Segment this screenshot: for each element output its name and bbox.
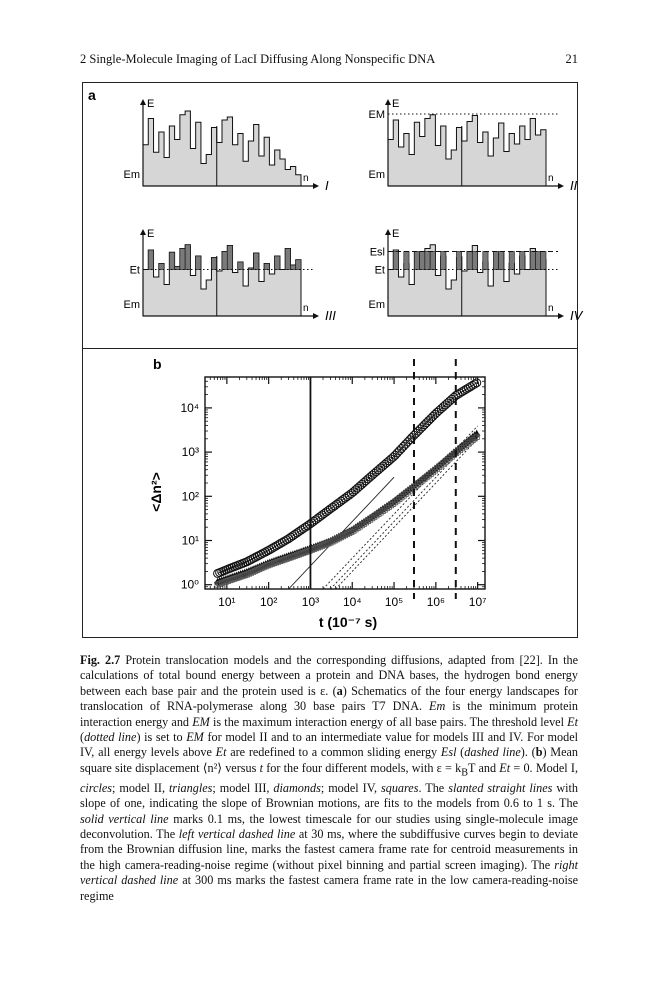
energy-axis-label: E <box>147 228 155 240</box>
caption-term: EM <box>192 714 210 729</box>
caption-term: t <box>259 760 263 775</box>
above-threshold-fill <box>196 256 201 270</box>
above-threshold-fill <box>222 252 227 270</box>
caption-paragraph <box>80 653 578 904</box>
caption-text: marks 0.1 ms, the lowest timescale for our studies using single-molecule image deconvolution. The <box>80 811 579 841</box>
energy-axis-label: E <box>392 98 400 110</box>
caption-text: Protein translocation models and the corresponding diffusions, adapted from [22]. In the calculations of total bound energy between a protein and DNA bases, the hydrogen bond energy between each base pair and the protein used is ε. ( <box>80 653 578 698</box>
caption-term: triangles <box>169 780 213 795</box>
caption-text: . The <box>418 780 449 795</box>
caption-text: ; model II, <box>112 780 170 795</box>
above-threshold-fill <box>169 252 174 269</box>
caption-term: right vertical dashed line <box>80 857 578 888</box>
model-number-label: II <box>570 178 578 193</box>
page-number: 21 <box>565 52 578 66</box>
sliding-energy-label: Esl <box>369 246 385 259</box>
caption-term: dashed line <box>464 745 521 760</box>
arrow-right-icon <box>558 313 564 319</box>
min-energy-label: Em <box>123 299 140 311</box>
energy-axis-label: E <box>147 98 155 110</box>
energy-axis-label: E <box>392 228 400 240</box>
caption-text: ; model III, <box>212 780 274 795</box>
arrow-up-icon <box>140 99 146 105</box>
caption-term: diamonds <box>273 780 321 795</box>
model-2-landscape <box>369 98 578 193</box>
energy-bars <box>388 115 546 186</box>
threshold-label: Et <box>129 264 140 277</box>
chapter-title: 2 Single-Molecule Imaging of LacI Diffusing Along Nonspecific DNA <box>80 52 436 66</box>
panel-b-label: b <box>153 356 162 372</box>
above-threshold-fill <box>456 252 461 270</box>
arrow-right-icon <box>313 183 319 189</box>
arrow-right-icon <box>313 313 319 319</box>
msd-chart-svg <box>83 349 577 637</box>
min-energy-label: Em <box>368 169 385 181</box>
caption-term: Et <box>215 745 227 760</box>
figure-caption <box>80 653 578 904</box>
caption-term: Et <box>567 714 578 729</box>
caption-text: ( <box>80 730 85 745</box>
caption-text: ) is set to <box>136 730 187 745</box>
series-curve-square <box>218 436 478 585</box>
panel-a-energy-landscapes <box>83 83 583 349</box>
position-axis-label: n <box>548 303 554 314</box>
running-header <box>80 52 578 70</box>
x-tick-label: 10⁵ <box>384 595 404 609</box>
threshold-label: Et <box>374 264 385 277</box>
above-threshold-fill <box>467 252 472 270</box>
caption-text: at 30 ms, where the subdiffusive curves begin to deviate from the Brownian diffusion line, marks the fastest camera frame rate for centroid measurements in the high camera-reading-noise regime (without pixel binning and partial screen imaging). The <box>80 826 579 872</box>
caption-text: for model II and to an intermediate value for models III and IV. For model IV, all energy levels above <box>80 730 578 760</box>
above-threshold-fill <box>414 252 419 270</box>
y-tick-label: 10³ <box>181 445 199 460</box>
x-tick-label: 10² <box>259 595 278 609</box>
caption-subscript: B <box>461 767 468 779</box>
caption-term: slanted straight lines <box>448 780 553 795</box>
x-tick-label: 10¹ <box>218 595 236 609</box>
caption-text: is the maximum interaction energy of all base pairs. The threshold level <box>209 714 568 729</box>
position-axis-label: n <box>548 173 554 184</box>
above-threshold-fill <box>520 252 525 270</box>
above-threshold-fill <box>296 260 301 270</box>
arrow-up-icon <box>385 99 391 105</box>
above-threshold-fill <box>285 249 290 270</box>
above-threshold-fill <box>180 249 185 270</box>
position-axis-label: n <box>303 173 309 184</box>
above-threshold-fill <box>499 252 504 270</box>
caption-term: Em <box>429 699 446 714</box>
position-axis-label: n <box>303 303 309 314</box>
above-threshold-fill <box>541 252 546 270</box>
above-threshold-fill <box>430 252 435 270</box>
above-threshold-fill <box>535 252 540 270</box>
above-threshold-fill <box>493 252 498 270</box>
x-tick-label: 10⁶ <box>426 595 445 609</box>
above-threshold-fill <box>254 253 259 270</box>
y-axis-label: <Δn²> <box>148 472 164 512</box>
caption-text: is the minimum protein interaction energy and <box>80 699 578 729</box>
model-number-label: IV <box>570 308 583 323</box>
arrow-up-icon <box>140 229 146 235</box>
caption-text: ( <box>456 745 465 760</box>
y-tick-label: 10⁴ <box>180 400 199 415</box>
caption-term: Esl <box>440 745 457 760</box>
caption-term: Et <box>499 760 511 775</box>
slope-one-fit-line <box>336 439 478 589</box>
above-threshold-fill <box>248 268 253 270</box>
panel-b-msd-plot <box>83 349 577 637</box>
caption-term: dotted line <box>84 730 137 745</box>
above-threshold-fill <box>227 246 232 270</box>
model-3-landscape <box>124 228 337 323</box>
x-tick-label: 10³ <box>301 595 320 609</box>
model-number-label: III <box>325 308 336 323</box>
y-tick-label: 10² <box>181 489 199 504</box>
model-1-landscape <box>124 98 330 193</box>
above-threshold-fill <box>238 262 243 270</box>
panel-a-label: a <box>88 87 96 103</box>
min-energy-label: Em <box>368 299 385 311</box>
figure-2-7 <box>82 82 583 638</box>
above-threshold-fill <box>159 264 164 270</box>
caption-text: = 0. Model I, <box>510 760 578 775</box>
min-energy-label: Em <box>123 169 140 181</box>
caption-text: ). ( <box>520 745 536 760</box>
caption-panel-ref: b <box>535 745 543 760</box>
caption-text: ) Mean square site displacement ⟨n²⟩ versus <box>80 745 579 775</box>
x-tick-label: 10⁴ <box>342 595 362 609</box>
max-energy-label: EM <box>368 109 385 121</box>
above-threshold-fill <box>404 252 409 270</box>
x-tick-label: 10⁷ <box>468 595 487 609</box>
caption-text: ) Schematics of the four energy landscapes for translocation of RNA-polymerase along 30 base pairs T7 DNA. <box>80 683 578 714</box>
caption-term: solid vertical line <box>80 811 169 826</box>
above-threshold-fill <box>509 252 514 270</box>
series-curve-circle <box>218 382 478 573</box>
above-threshold-fill <box>425 252 430 270</box>
caption-term: EM <box>186 730 204 745</box>
above-threshold-fill <box>211 258 216 270</box>
caption-text: at 300 ms marks the fastest camera frame rate in the low camera-reading-noise regime <box>80 873 578 903</box>
y-tick-label: 10⁰ <box>180 577 199 592</box>
caption-text: with slope of one, indicating the slope of Brownian motions, are fits to the models from 0.6 to 1 s. The <box>80 780 579 811</box>
energy-landscape-svg <box>83 83 583 348</box>
plot-content <box>214 379 481 589</box>
caption-term: circles <box>80 780 113 795</box>
energy-bars <box>143 111 301 186</box>
above-threshold-fill <box>472 252 477 270</box>
above-threshold-fill <box>441 252 446 270</box>
caption-term: squares <box>380 780 419 795</box>
above-threshold-fill <box>148 250 153 270</box>
model-number-label: I <box>325 178 329 193</box>
above-threshold-fill <box>264 264 269 270</box>
caption-text: are redefined to a common sliding energy <box>226 745 441 760</box>
caption-text: ; model IV, <box>320 780 381 795</box>
x-axis-label: t (10⁻⁷ s) <box>318 614 378 630</box>
caption-text: T and <box>467 760 500 775</box>
caption-panel-ref: a <box>336 683 343 698</box>
above-threshold-fill <box>483 252 488 270</box>
above-threshold-fill <box>290 265 295 270</box>
above-threshold-fill <box>393 252 398 270</box>
msd-plot-area <box>180 359 486 609</box>
above-threshold-fill <box>185 245 190 270</box>
arrow-up-icon <box>385 229 391 235</box>
above-threshold-fill <box>275 256 280 270</box>
above-threshold-fill <box>530 252 535 270</box>
model-4-landscape <box>369 228 584 323</box>
caption-fig-number: Fig. 2.7 <box>80 653 121 667</box>
y-tick-label: 10¹ <box>181 533 199 548</box>
above-threshold-fill <box>420 252 425 270</box>
caption-text: for the four different models, with ε = k <box>262 760 462 775</box>
caption-term: left vertical dashed line <box>178 826 296 841</box>
arrow-right-icon <box>558 183 564 189</box>
